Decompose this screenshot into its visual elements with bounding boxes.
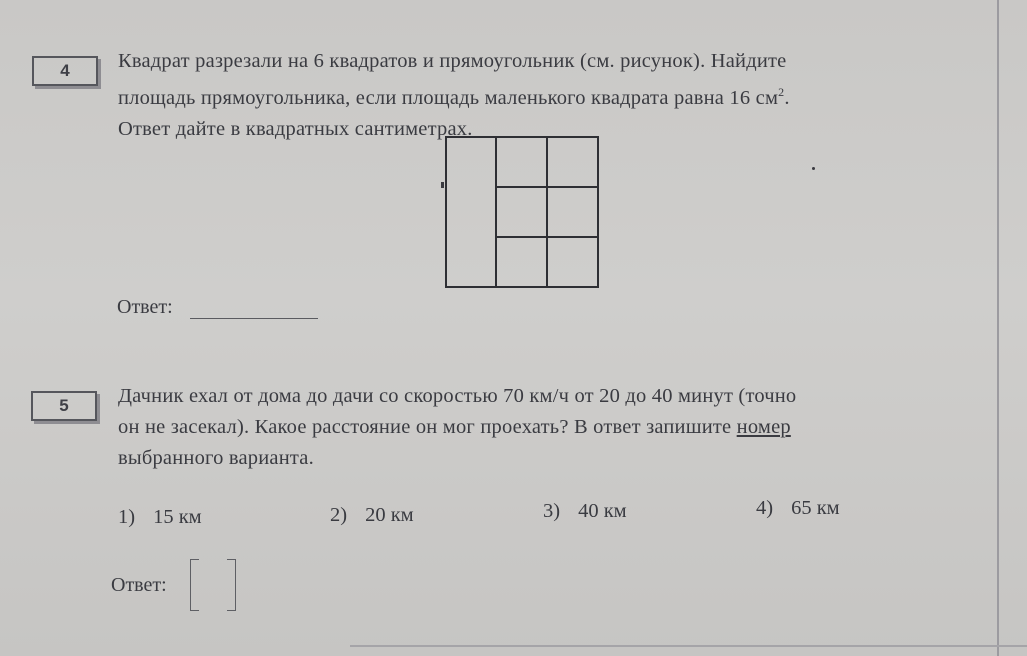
- task-4-line-1: Квадрат разрезали на 6 квадратов и прямоугольник (см. рисунок). Найдите: [118, 50, 787, 72]
- task-5-option-2[interactable]: [330, 504, 414, 527]
- option-2-text: 20 км: [365, 504, 414, 526]
- option-1-number: 1): [118, 506, 136, 528]
- task-5-answer-box[interactable]: [190, 559, 236, 609]
- option-1-text: 15 км: [153, 506, 202, 528]
- task-5-option-1[interactable]: [118, 506, 202, 529]
- task-4-line-2: [118, 77, 790, 114]
- task-5-line-2: [118, 412, 796, 443]
- task-5-number-box: [31, 391, 97, 421]
- task-5-line-2-main: он не засекал). Какое расстояние он мог проехать? В ответ запишите: [118, 416, 737, 438]
- task-4-number-box: [32, 56, 98, 86]
- task-4-answer-line[interactable]: [190, 318, 318, 319]
- task-5-line-3: выбранного варианта.: [118, 447, 314, 469]
- task-5-answer-label: Ответ:: [111, 574, 167, 596]
- figure-tick-mark: [441, 182, 444, 188]
- task-5-number: 5: [59, 396, 69, 415]
- option-4-number: 4): [756, 497, 774, 519]
- task-5-option-3[interactable]: [543, 500, 627, 523]
- task-5-option-4[interactable]: [756, 497, 840, 520]
- task-5-text: [118, 381, 796, 474]
- page-bottom-rule: [350, 645, 1027, 647]
- option-3-number: 3): [543, 500, 561, 522]
- task-4-unit-exponent: 2: [778, 85, 785, 99]
- task-4-line-3: Ответ дайте в квадратных сантиметрах.: [118, 117, 473, 140]
- square-grid-figure: [440, 134, 600, 289]
- option-2-number: 2): [330, 504, 348, 526]
- task-4-line-2-main: площадь прямоугольника, если площадь маленького квадрата равна 16 см: [118, 86, 779, 109]
- task-4-text: [118, 46, 790, 145]
- task-5-line-1: Дачник ехал от дома до дачи со скоростью 70 км/ч от 20 до 40 минут (точно: [118, 385, 797, 407]
- figure-outer-square: [446, 137, 598, 287]
- task-4-line-2-end: .: [784, 86, 790, 109]
- option-4-text: 65 км: [791, 497, 840, 519]
- page-margin-line: [997, 0, 999, 656]
- option-3-text: 40 км: [578, 500, 627, 522]
- task-4-number: 4: [60, 61, 70, 80]
- paper-speck: [812, 167, 815, 170]
- task-4-answer-label: Ответ:: [117, 296, 173, 318]
- task-5-underlined-word: номер: [736, 416, 791, 438]
